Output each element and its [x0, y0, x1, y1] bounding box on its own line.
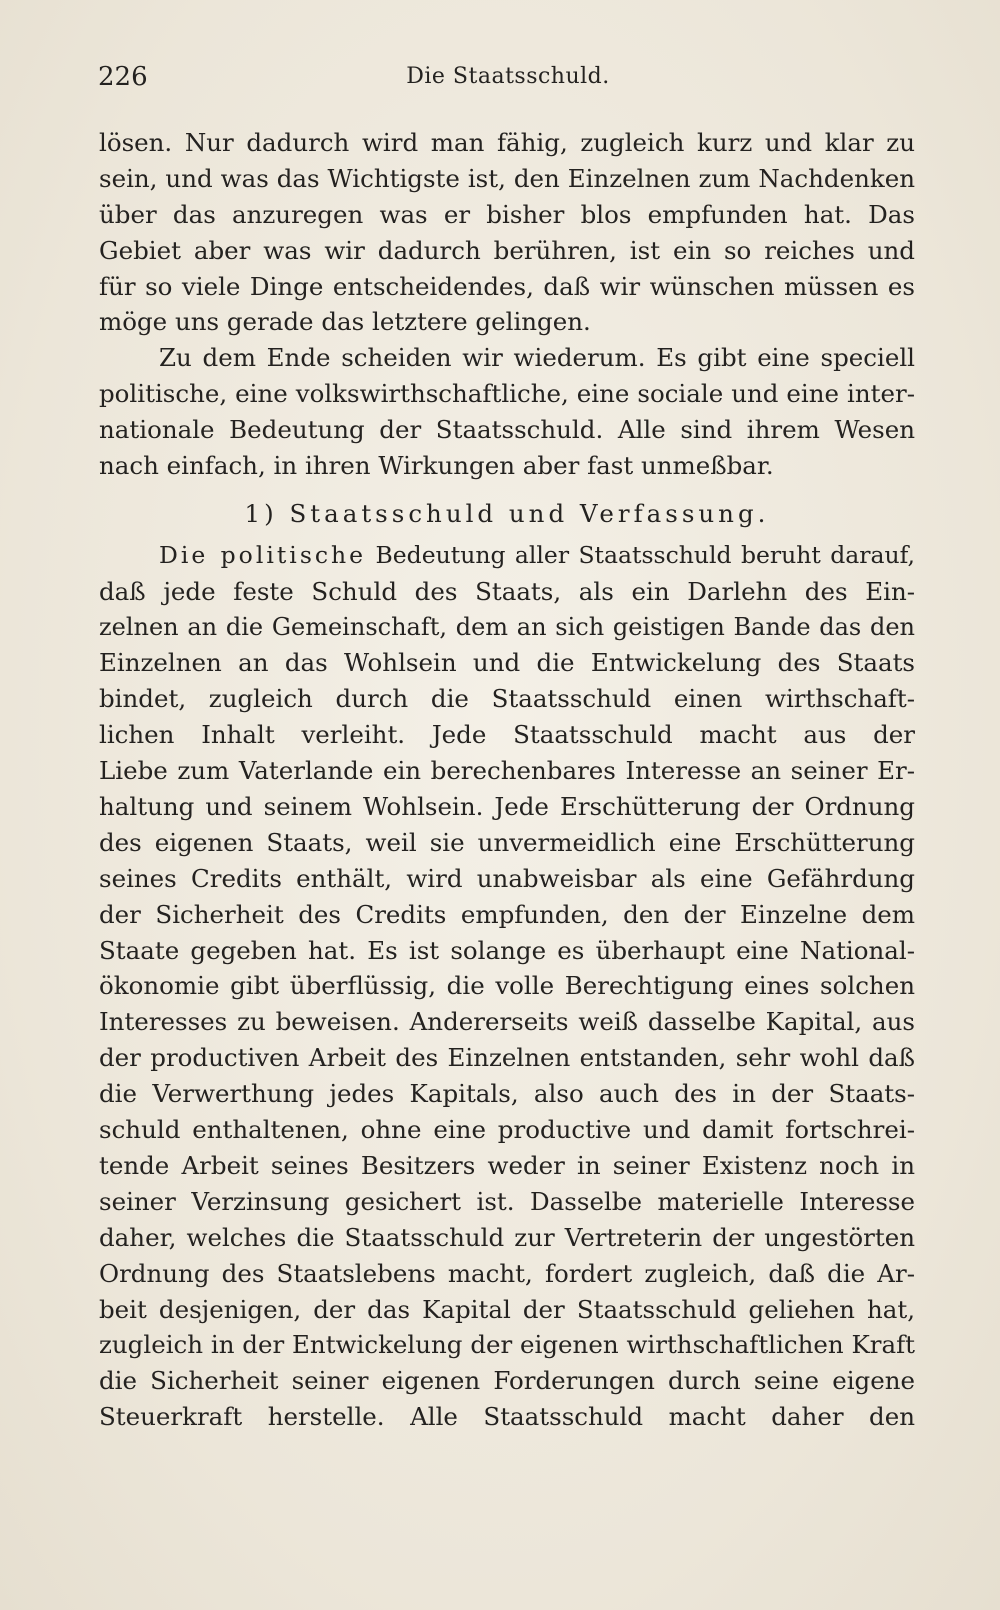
text-line: daß jede feste Schuld des Staats, als ein Darlehn des Ein- — [99, 576, 915, 606]
text-line: haltung und seinem Wohlsein. Jede Erschütterung der Ordnung — [99, 792, 915, 822]
text-line: nationale Bedeutung der Staatsschuld. Alle sind ihrem Wesen — [99, 415, 915, 445]
text-line: schuld enthaltenen, ohne eine productive und damit fortschrei- — [99, 1115, 915, 1145]
emphasized-phrase: Die politische — [159, 540, 367, 569]
paragraph-2 — [99, 340, 915, 484]
text-line: tende Arbeit seines Besitzers weder in seiner Existenz noch in — [99, 1150, 915, 1180]
text-line: Steuerkraft herstelle. Alle Staatsschuld macht daher den — [99, 1402, 915, 1432]
text-line: über das anzuregen was er bisher blos empfunden hat. Das — [99, 199, 915, 229]
text-line: ökonomie gibt überflüssig, die volle Berechtigung eines solchen — [99, 971, 915, 1001]
running-title: Die Staatsschuld. — [406, 64, 610, 89]
section-heading: 1) Staatsschuld und Verfassung. — [244, 498, 770, 528]
text-line: Ordnung des Staatslebens macht, fordert zugleich, daß die Ar- — [99, 1258, 915, 1288]
text-line: zelnen an die Gemeinschaft, dem an sich geistigen Bande das den — [99, 612, 915, 641]
text-line: Liebe zum Vaterlande ein berechenbares Interesse an seiner Er- — [99, 756, 915, 786]
running-head — [98, 62, 918, 102]
text-line: Einzelnen an das Wohlsein und die Entwickelung des Staats — [99, 648, 915, 678]
text-line: seiner Verzinsung gesichert ist. Dasselbe materielle Interesse — [99, 1186, 915, 1216]
text-line: lichen Inhalt verleiht. Jede Staatsschuld macht aus der — [99, 720, 915, 750]
text-line: Zu dem Ende scheiden wir wiederum. Es gibt eine speciell — [159, 343, 915, 373]
text-line: des eigenen Staats, weil sie unvermeidlich eine Erschütterung — [99, 827, 915, 857]
text-line — [99, 538, 915, 574]
paragraph-3 — [99, 538, 915, 1435]
text-line: sein, und was das Wichtigste ist, den Einzelnen zum Nachdenken — [99, 163, 915, 193]
text-line: Staate gegeben hat. Es ist solange es überhaupt eine National- — [99, 935, 915, 965]
text-line: für so viele Dinge entscheidendes, daß wir wünschen müssen es — [99, 271, 915, 301]
text-line: zugleich in der Entwickelung der eigenen wirthschaftlichen Kraft — [99, 1330, 915, 1360]
text-line: Gebiet aber was wir dadurch berühren, ist ein so reiches und — [99, 235, 915, 265]
text-line: der productiven Arbeit des Einzelnen entstanden, sehr wohl daß — [99, 1043, 915, 1073]
text-line: möge uns gerade das letztere gelingen. — [99, 307, 591, 337]
text-line: beit desjenigen, der das Kapital der Staatsschuld geliehen hat, — [99, 1294, 915, 1324]
text-line: nach einfach, in ihren Wirkungen aber fast unmeßbar. — [99, 451, 774, 481]
page-number: 226 — [98, 62, 148, 92]
paragraph-1 — [99, 125, 915, 340]
text-fragment: Bedeutung aller Staatsschuld beruht darauf, — [375, 540, 915, 569]
text-line: seines Credits enthält, wird unabweisbar als eine Gefährdung — [99, 863, 915, 893]
body-text — [99, 125, 915, 1435]
text-line: lösen. Nur dadurch wird man fähig, zugleich kurz und klar zu — [99, 128, 915, 157]
text-line: daher, welches die Staatsschuld zur Vertreterin der ungestörten — [99, 1222, 915, 1252]
text-line: der Sicherheit des Credits empfunden, den der Einzelne dem — [99, 899, 915, 929]
text-line: Interesses zu beweisen. Andererseits weiß dasselbe Kapital, aus — [99, 1007, 915, 1037]
text-line: die Sicherheit seiner eigenen Forderungen durch seine eigene — [99, 1366, 915, 1396]
text-line: politische, eine volkswirthschaftliche, eine sociale und eine inter- — [99, 379, 915, 409]
text-line: die Verwerthung jedes Kapitals, also auch des in der Staats- — [99, 1079, 915, 1109]
text-line: bindet, zugleich durch die Staatsschuld einen wirthschaft- — [99, 684, 915, 714]
